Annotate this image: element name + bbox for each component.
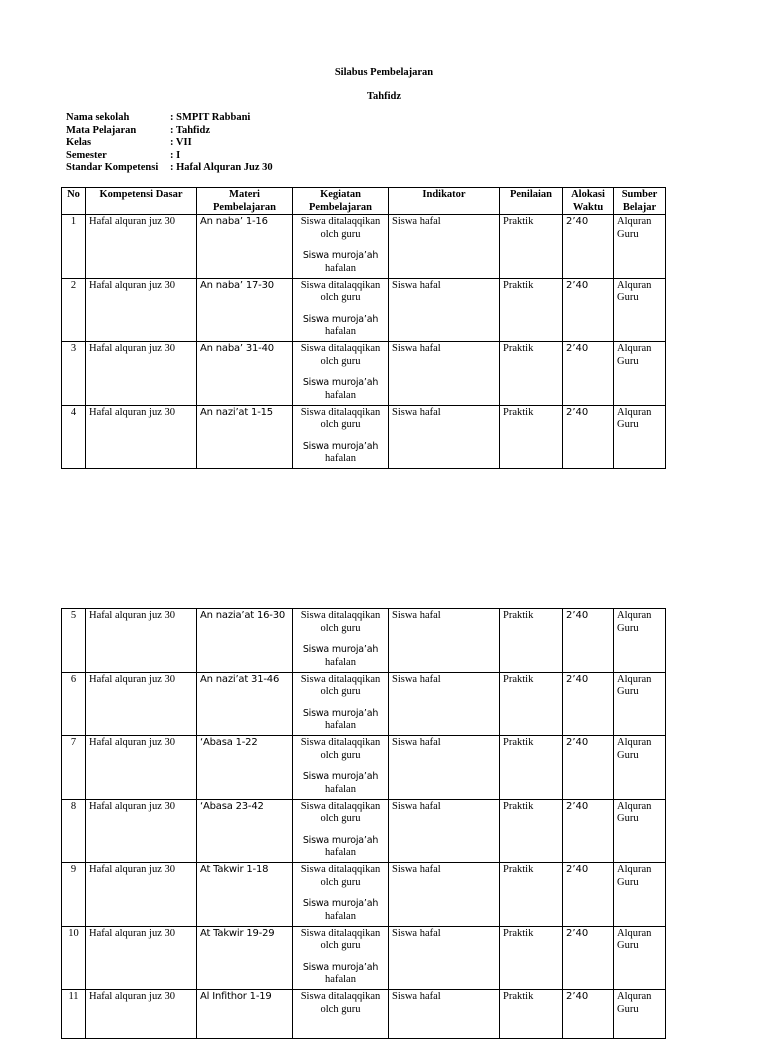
header-sumber-line1: Sumber	[621, 189, 658, 200]
sumber-line2: Guru	[617, 355, 639, 367]
cell-materi: An nazi’at 31-46	[197, 672, 293, 736]
sumber-line1: Alquran	[617, 279, 652, 291]
kegiatan-murojaah	[294, 1025, 387, 1038]
cell-indikator: Siswa hafal	[389, 405, 500, 469]
kegiatan-talaqqi: Siswa ditalaqqikan olch guru	[300, 610, 381, 634]
kegiatan-murojaah	[294, 314, 387, 339]
kegiatan-murojaah-line1: Siswa muroja’ah	[302, 898, 379, 909]
sumber-line2: Guru	[617, 292, 639, 303]
cell-kompetensi: Hafal alquran juz 30	[86, 215, 197, 279]
cell-materi: An naba’ 31-40	[197, 342, 293, 406]
kegiatan-talaqqi: Siswa ditalaqqikan olch guru	[300, 991, 381, 1015]
kegiatan-talaqqi: Siswa ditalaqqikan olch guru	[300, 737, 381, 761]
kegiatan-murojaah-line1: Siswa muroja’ah	[302, 707, 379, 719]
table-body	[62, 215, 666, 469]
cell-materi: An nazia’at 16-30	[197, 609, 293, 673]
cell-no: 2	[62, 278, 86, 342]
cell-sumber	[614, 926, 666, 990]
cell-kompetensi: Hafal alquran juz 30	[86, 799, 197, 863]
cell-indikator: Siswa hafal	[389, 672, 500, 736]
cell-indikator: Siswa hafal	[389, 609, 500, 673]
cell-sumber	[614, 342, 666, 406]
cell-kegiatan	[293, 926, 389, 990]
cell-alokasi: 2’40	[563, 990, 614, 1039]
cell-alokasi: 2’40	[563, 405, 614, 469]
cell-alokasi: 2’40	[563, 863, 614, 927]
cell-materi: An naba’ 1-16	[197, 215, 293, 279]
kegiatan-talaqqi: Siswa ditalaqqikan olch guru	[300, 864, 381, 888]
table-body	[62, 609, 666, 1039]
cell-alokasi: 2’40	[563, 215, 614, 279]
cell-alokasi: 2’40	[563, 609, 614, 673]
cell-indikator: Siswa hafal	[389, 736, 500, 800]
cell-sumber	[614, 672, 666, 736]
sumber-line1: Alquran	[617, 673, 652, 685]
kegiatan-murojaah	[294, 835, 387, 860]
cell-kegiatan	[293, 863, 389, 927]
kegiatan-murojaah-line2: hafalan	[325, 783, 356, 795]
cell-materi: ‘Abasa 23-42	[197, 799, 293, 863]
kegiatan-murojaah-line2: hafalan	[325, 389, 356, 401]
header-alokasi-line2: Waktu	[572, 201, 604, 213]
kegiatan-murojaah-line1: Siswa muroja’ah	[302, 440, 379, 452]
kegiatan-murojaah-line1: Siswa muroja’ah	[302, 377, 379, 388]
sumber-line2: Guru	[617, 876, 639, 888]
sumber-line1: Alquran	[617, 737, 652, 748]
cell-indikator: Siswa hafal	[389, 990, 500, 1039]
table-row	[62, 799, 666, 863]
cell-indikator: Siswa hafal	[389, 215, 500, 279]
info-value: : Hafal Alquran Juz 30	[170, 162, 273, 173]
header-kompetensi: Kompetensi Dasar	[86, 188, 197, 215]
cell-no: 8	[62, 799, 86, 863]
kegiatan-talaqqi: Siswa ditalaqqikan olch guru	[300, 673, 381, 697]
kegiatan-murojaah	[294, 962, 387, 987]
cell-sumber	[614, 609, 666, 673]
cell-kegiatan	[293, 215, 389, 279]
cell-kegiatan	[293, 990, 389, 1039]
info-row-class	[66, 137, 273, 150]
cell-materi: At Takwir 1-18	[197, 863, 293, 927]
sumber-line2: Guru	[617, 1003, 639, 1015]
cell-penilaian: Praktik	[500, 342, 563, 406]
info-value: : I	[170, 149, 181, 161]
table-row	[62, 926, 666, 990]
info-label: Semester	[66, 149, 107, 161]
cell-indikator: Siswa hafal	[389, 342, 500, 406]
kegiatan-murojaah-line1: Siswa muroja’ah	[302, 961, 379, 973]
header-kegiatan-line2: Pembelajaran	[309, 201, 372, 213]
info-value: : VII	[170, 137, 192, 148]
cell-alokasi: 2’40	[563, 672, 614, 736]
kegiatan-murojaah	[294, 377, 387, 402]
info-row-standard	[66, 162, 273, 175]
sumber-line2: Guru	[617, 749, 639, 761]
cell-materi: At Takwir 19-29	[197, 926, 293, 990]
kegiatan-murojaah-line2: hafalan	[325, 847, 356, 858]
document-subtitle: Tahfidz	[366, 91, 402, 102]
info-value: : Tahfidz	[170, 124, 210, 136]
cell-sumber	[614, 736, 666, 800]
cell-penilaian: Praktik	[500, 926, 563, 990]
cell-penilaian: Praktik	[500, 215, 563, 279]
cell-materi: An nazi’at 1-15	[197, 405, 293, 469]
table-row	[62, 278, 666, 342]
cell-penilaian: Praktik	[500, 736, 563, 800]
cell-kegiatan	[293, 405, 389, 469]
cell-kompetensi: Hafal alquran juz 30	[86, 672, 197, 736]
kegiatan-murojaah	[294, 708, 387, 733]
table-row	[62, 863, 666, 927]
cell-no: 7	[62, 736, 86, 800]
kegiatan-murojaah-line2: hafalan	[325, 326, 356, 337]
kegiatan-murojaah-line2: hafalan	[325, 720, 356, 731]
syllabus-table-continued	[61, 608, 666, 1039]
cell-penilaian: Praktik	[500, 405, 563, 469]
header-sumber	[614, 188, 666, 215]
sumber-line1: Alquran	[617, 610, 652, 621]
kegiatan-talaqqi: Siswa ditalaqqikan olch guru	[300, 406, 381, 430]
cell-alokasi: 2’40	[563, 799, 614, 863]
sumber-line2: Guru	[617, 228, 639, 240]
info-value: : SMPIT Rabbani	[170, 112, 251, 123]
cell-alokasi: 2’40	[563, 926, 614, 990]
header-alokasi	[563, 188, 614, 215]
table-row	[62, 736, 666, 800]
cell-kegiatan	[293, 278, 389, 342]
header-sumber-line2: Belajar	[622, 201, 657, 213]
sumber-line1: Alquran	[617, 216, 652, 227]
cell-kompetensi: Hafal alquran juz 30	[86, 609, 197, 673]
info-row-subject	[66, 125, 273, 138]
cell-kompetensi: Hafal alquran juz 30	[86, 278, 197, 342]
sumber-line1: Alquran	[617, 991, 652, 1002]
kegiatan-talaqqi: Siswa ditalaqqikan olch guru	[300, 800, 381, 824]
table-row	[62, 990, 666, 1039]
sumber-line2: Guru	[617, 940, 639, 951]
header-no: No	[62, 188, 86, 215]
kegiatan-murojaah	[294, 644, 387, 669]
cell-no: 3	[62, 342, 86, 406]
info-label: Nama sekolah	[66, 112, 130, 123]
cell-kompetensi: Hafal alquran juz 30	[86, 926, 197, 990]
cell-indikator: Siswa hafal	[389, 926, 500, 990]
cell-kegiatan	[293, 799, 389, 863]
school-info	[66, 112, 273, 175]
sumber-line1: Alquran	[617, 864, 652, 875]
cell-kegiatan	[293, 736, 389, 800]
kegiatan-talaqqi: Siswa ditalaqqikan olch guru	[300, 343, 381, 367]
table-row	[62, 405, 666, 469]
cell-sumber	[614, 990, 666, 1039]
kegiatan-murojaah	[294, 250, 387, 275]
cell-sumber	[614, 863, 666, 927]
kegiatan-murojaah	[294, 771, 387, 796]
document-title: Silabus Pembelajaran	[334, 67, 434, 78]
cell-no: 6	[62, 672, 86, 736]
cell-kompetensi: Hafal alquran juz 30	[86, 405, 197, 469]
cell-kompetensi: Hafal alquran juz 30	[86, 342, 197, 406]
info-row-school	[66, 112, 273, 125]
kegiatan-murojaah-line1: Siswa muroja’ah	[302, 250, 379, 261]
header-kegiatan	[293, 188, 389, 215]
cell-alokasi: 2’40	[563, 342, 614, 406]
syllabus-table	[61, 187, 666, 469]
header-penilaian: Penilaian	[500, 188, 563, 215]
cell-materi: Al Infithor 1-19	[197, 990, 293, 1039]
kegiatan-murojaah-line2: hafalan	[325, 974, 356, 985]
cell-sumber	[614, 405, 666, 469]
cell-kompetensi: Hafal alquran juz 30	[86, 990, 197, 1039]
cell-sumber	[614, 278, 666, 342]
cell-materi: An naba’ 17-30	[197, 278, 293, 342]
header-indikator: Indikator	[389, 188, 500, 215]
cell-alokasi: 2’40	[563, 278, 614, 342]
cell-kompetensi: Hafal alquran juz 30	[86, 863, 197, 927]
sumber-line2: Guru	[617, 419, 639, 430]
cell-penilaian: Praktik	[500, 799, 563, 863]
sumber-line2: Guru	[617, 813, 639, 824]
cell-penilaian: Praktik	[500, 863, 563, 927]
header-materi	[197, 188, 293, 215]
cell-materi: ‘Abasa 1-22	[197, 736, 293, 800]
table-row	[62, 215, 666, 279]
cell-penilaian: Praktik	[500, 609, 563, 673]
kegiatan-talaqqi: Siswa ditalaqqikan olch guru	[300, 216, 381, 240]
sumber-line2: Guru	[617, 622, 639, 634]
table-row	[62, 672, 666, 736]
cell-sumber	[614, 799, 666, 863]
sumber-line1: Alquran	[617, 406, 652, 418]
cell-alokasi: 2’40	[563, 736, 614, 800]
kegiatan-murojaah-line2: hafalan	[325, 910, 356, 922]
header-materi-line2: Pembelajaran	[213, 201, 276, 213]
kegiatan-murojaah-line1: Siswa muroja’ah	[302, 644, 379, 655]
cell-indikator: Siswa hafal	[389, 799, 500, 863]
cell-no: 11	[62, 990, 86, 1039]
info-label: Standar Kompetensi	[66, 162, 159, 173]
sumber-line1: Alquran	[617, 343, 652, 354]
cell-indikator: Siswa hafal	[389, 863, 500, 927]
sumber-line1: Alquran	[617, 927, 652, 939]
kegiatan-murojaah	[294, 898, 387, 923]
cell-no: 9	[62, 863, 86, 927]
kegiatan-murojaah-line1: Siswa muroja’ah	[302, 771, 379, 782]
cell-no: 1	[62, 215, 86, 279]
cell-penilaian: Praktik	[500, 990, 563, 1039]
cell-no: 4	[62, 405, 86, 469]
info-label: Mata Pelajaran	[66, 124, 137, 136]
header-materi-line1: Materi	[229, 189, 260, 200]
sumber-line2: Guru	[617, 686, 639, 697]
header-kegiatan-line1: Kegiatan	[320, 189, 361, 200]
cell-kompetensi: Hafal alquran juz 30	[86, 736, 197, 800]
table-header-row	[62, 188, 666, 215]
table-row	[62, 342, 666, 406]
cell-kegiatan	[293, 609, 389, 673]
table-row	[62, 609, 666, 673]
header-alokasi-line1: Alokasi	[571, 189, 605, 200]
info-label: Kelas	[66, 137, 92, 148]
cell-sumber	[614, 215, 666, 279]
kegiatan-murojaah-line2: hafalan	[325, 262, 356, 274]
kegiatan-talaqqi: Siswa ditalaqqikan olch guru	[300, 279, 381, 303]
kegiatan-murojaah-line1: Siswa muroja’ah	[302, 834, 379, 846]
sumber-line1: Alquran	[617, 800, 652, 812]
kegiatan-murojaah-line1: Siswa muroja’ah	[302, 313, 379, 325]
cell-no: 10	[62, 926, 86, 990]
cell-penilaian: Praktik	[500, 278, 563, 342]
cell-kegiatan	[293, 672, 389, 736]
info-row-semester	[66, 150, 273, 163]
cell-penilaian: Praktik	[500, 672, 563, 736]
cell-no: 5	[62, 609, 86, 673]
kegiatan-murojaah-line2: hafalan	[325, 453, 356, 464]
kegiatan-talaqqi: Siswa ditalaqqikan olch guru	[300, 927, 381, 951]
kegiatan-murojaah-line2: hafalan	[325, 656, 356, 668]
kegiatan-murojaah	[294, 441, 387, 466]
cell-kegiatan	[293, 342, 389, 406]
cell-indikator: Siswa hafal	[389, 278, 500, 342]
